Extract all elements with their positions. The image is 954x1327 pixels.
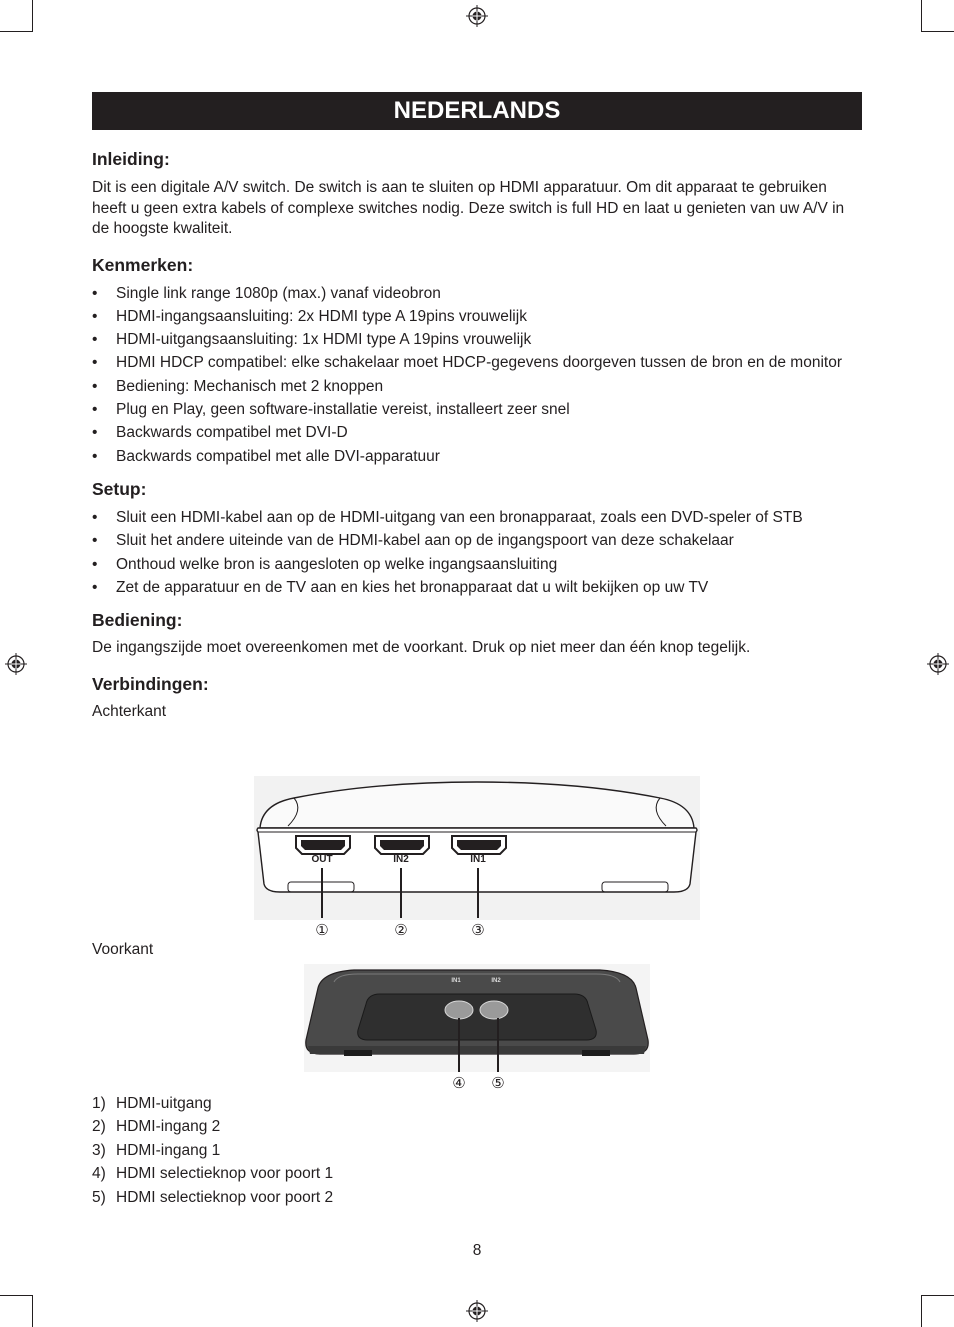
crop-mark-tr-v bbox=[921, 0, 922, 32]
list-item: • HDMI-uitgangsaansluiting: 1x HDMI type A 19pins vrouwelijk bbox=[92, 330, 862, 351]
inleiding-body: Dit is een digitale A/V switch. De switch is aan te sluiten op HDMI apparatuur. Om dit apparaat te gebruiken heeft u geen extra kabels of complexe switches nodig. Deze switch is full HD en laat u genieten van uw A/V in de hoogste kwaliteit. bbox=[92, 179, 845, 237]
crop-mark-tl-v bbox=[32, 0, 33, 32]
port-label-in1: IN1 bbox=[470, 854, 486, 865]
section-title-verbindingen: Verbindingen: bbox=[92, 673, 209, 694]
legend-number: 1) bbox=[92, 1095, 106, 1112]
registration-mark-icon bbox=[466, 1300, 488, 1322]
legend-number: 5) bbox=[92, 1188, 106, 1206]
list-item bbox=[92, 1164, 862, 1185]
connection-legend bbox=[92, 1094, 862, 1211]
list-item: • HDMI HDCP compatibel: elke schakelaar moet HDCP-gegevens doorgeven tussen de bron en de monitor bbox=[92, 353, 862, 374]
section-title-bediening: Bediening: bbox=[92, 610, 183, 631]
legend-number: 4) bbox=[92, 1165, 106, 1183]
crop-mark-br-h bbox=[922, 1295, 954, 1296]
callout-1: ① bbox=[315, 921, 329, 939]
page-number: 8 bbox=[472, 1242, 482, 1259]
callout-4: ④ bbox=[452, 1074, 466, 1092]
select-button-2-icon bbox=[480, 1001, 508, 1019]
language-banner: NEDERLANDS bbox=[92, 92, 862, 130]
kenmerken-list bbox=[92, 284, 862, 468]
front-view-figure bbox=[304, 964, 650, 1092]
setup-list bbox=[92, 508, 862, 598]
back-view-figure bbox=[254, 776, 700, 940]
legend-number: 3) bbox=[92, 1141, 106, 1159]
hdmi-port-in2-icon bbox=[375, 836, 429, 854]
list-item bbox=[92, 1141, 862, 1162]
legend-text: HDMI selectieknop voor poort 2 bbox=[116, 1188, 334, 1206]
list-item bbox=[92, 1188, 862, 1209]
callout-3: ③ bbox=[471, 921, 485, 939]
list-item bbox=[92, 1117, 862, 1138]
list-item: • Single link range 1080p (max.) vanaf videobron bbox=[92, 284, 862, 305]
list-item: • Zet de apparatuur en de TV aan en kies het bronapparaat dat u wilt bekijken op uw TV bbox=[92, 578, 862, 599]
crop-mark-bl-h bbox=[0, 1295, 32, 1296]
select-button-1-icon bbox=[445, 1001, 473, 1019]
list-item: • Sluit een HDMI-kabel aan op de HDMI-uitgang van een bronapparaat, zoals een DVD-speler of STB bbox=[92, 508, 862, 529]
legend-text: HDMI-ingang 1 bbox=[116, 1141, 221, 1159]
list-item: • Backwards compatibel met alle DVI-apparatuur bbox=[92, 447, 862, 468]
callout-2: ② bbox=[394, 921, 408, 939]
crop-mark-tl-h bbox=[0, 31, 32, 32]
legend-text: HDMI selectieknop voor poort 1 bbox=[116, 1165, 334, 1183]
list-item: • Backwards compatibel met DVI-D bbox=[92, 423, 862, 444]
registration-mark-icon bbox=[927, 653, 949, 675]
button-label-in2: IN2 bbox=[491, 978, 501, 984]
port-label-in2: IN2 bbox=[393, 854, 409, 865]
front-view-label: Voorkant bbox=[92, 941, 154, 958]
section-title-kenmerken: Kenmerken: bbox=[92, 254, 194, 275]
list-item: • Bediening: Mechanisch met 2 knoppen bbox=[92, 377, 862, 398]
crop-mark-bl-v bbox=[32, 1295, 33, 1327]
section-title-setup: Setup: bbox=[92, 479, 147, 500]
bediening-body: De ingangszijde moet overeenkomen met de voorkant. Druk op niet meer dan één knop tegelijk. bbox=[92, 639, 751, 657]
port-label-out: OUT bbox=[311, 854, 333, 865]
list-item: • Sluit het andere uiteinde van de HDMI-kabel aan op de ingangspoort van deze schakelaar bbox=[92, 531, 862, 552]
callout-5: ⑤ bbox=[491, 1074, 505, 1092]
legend-number: 2) bbox=[92, 1118, 106, 1136]
legend-text: HDMI-uitgang bbox=[116, 1095, 212, 1112]
back-view-label: Achterkant bbox=[92, 702, 167, 720]
registration-mark-icon bbox=[466, 5, 488, 27]
section-title-inleiding: Inleiding: bbox=[92, 149, 170, 169]
list-item: • HDMI-ingangsaansluiting: 2x HDMI type A 19pins vrouwelijk bbox=[92, 307, 862, 328]
crop-mark-br-v bbox=[921, 1295, 922, 1327]
hdmi-port-in1-icon bbox=[452, 836, 506, 854]
list-item bbox=[92, 1094, 862, 1115]
crop-mark-tr-h bbox=[922, 31, 954, 32]
registration-mark-icon bbox=[5, 653, 27, 675]
button-label-in1: IN1 bbox=[451, 978, 461, 984]
list-item: • Onthoud welke bron is aangesloten op welke ingangsaansluiting bbox=[92, 555, 862, 576]
list-item: • Plug en Play, geen software-installatie vereist, installeert zeer snel bbox=[92, 400, 862, 421]
legend-text: HDMI-ingang 2 bbox=[116, 1118, 221, 1136]
page-content bbox=[92, 148, 862, 722]
hdmi-port-out-icon bbox=[296, 836, 350, 854]
